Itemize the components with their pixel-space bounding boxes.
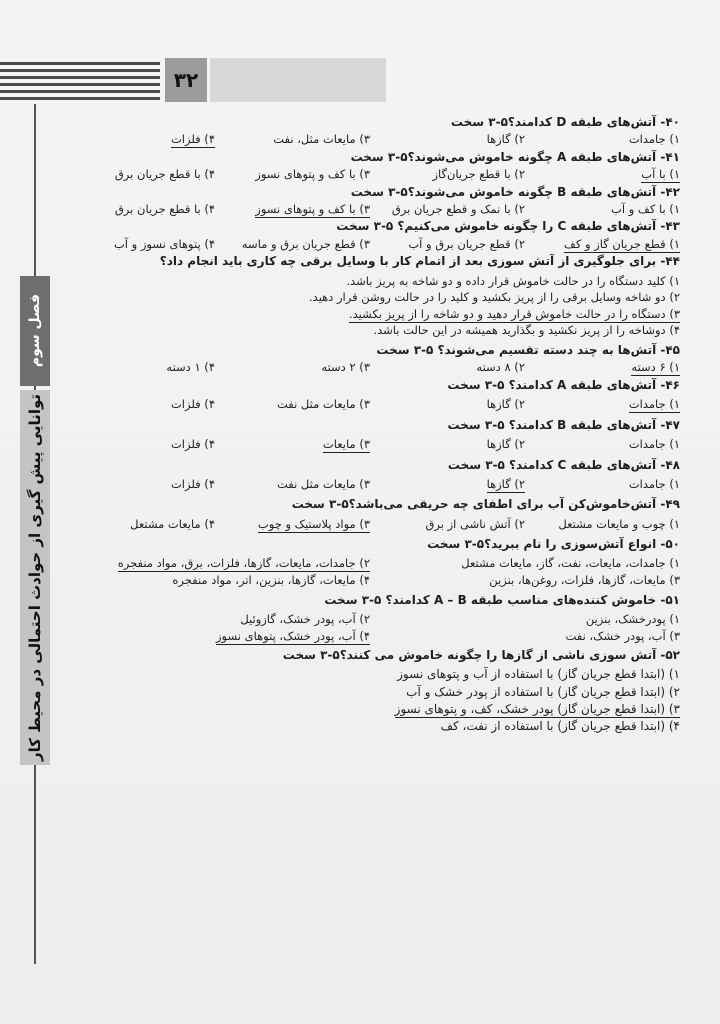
option-3: ۳) با کف و پتوهای نسوز <box>255 167 370 182</box>
options <box>60 269 680 343</box>
option-3: ۳) مایعات مثل، نفت <box>273 132 370 147</box>
answer-highlight: ۳) مایعات <box>322 436 370 451</box>
option-1: ۱) جامدات <box>628 476 680 491</box>
options <box>60 129 680 149</box>
option-2: ۲) آب، پودر خشک، گازوئیل <box>240 611 370 626</box>
answer-highlight: ۳) (ابتدا قطع جریان گاز) پودر خشک، کف، و پتوهای نسوز <box>394 701 680 716</box>
option-3: ۳) ۲ دسته <box>321 360 370 375</box>
answer-highlight: ۱) با آب <box>641 167 680 182</box>
question-52 <box>60 647 680 738</box>
options <box>60 432 680 457</box>
question-title: ۴۹- آتش‌خاموش‌کن آب برای اطفای چه حریقی می‌باشد؟۵-۳ سخت <box>291 497 680 512</box>
option-2: ۲) (ابتدا قطع جریان گاز) با استفاده از پودر خشک و آب <box>406 684 680 699</box>
option-3: ۳) مایعات مثل نفت <box>276 476 370 491</box>
answer-highlight: ۱) قطع جریان گاز و کف <box>563 236 680 251</box>
option-3 <box>215 203 370 216</box>
option-3: ۳) قطع جریان برق و ماسه <box>241 236 370 251</box>
option-4: ۴) (ابتدا قطع جریان گاز) با استفاده از نفت، کف <box>440 718 680 733</box>
option-2 <box>60 555 370 572</box>
options <box>60 392 680 417</box>
option-2: ۲) آتش ناشی از برق <box>425 516 525 531</box>
options <box>60 472 680 497</box>
option-3 <box>215 438 370 451</box>
question-title: ۴۵- آتش‌ها به چند دسته تقسیم می‌شوند؟ ۵-۳ سخت <box>376 343 680 358</box>
answer-highlight: ۲) جامدات، مایعات، گازها، فلزات، برق، مواد منفجره <box>117 556 370 571</box>
chapter-title: توانایی پیش گیری از حوادث احتمالی در محیط کار <box>26 394 44 761</box>
question-45 <box>60 342 680 377</box>
header-stripes <box>0 62 160 104</box>
options <box>60 199 680 219</box>
option-4: ۴) فلزات <box>170 476 215 491</box>
option-3 <box>215 518 370 531</box>
option-1 <box>525 168 680 181</box>
page-number: ۳۲ <box>165 58 207 102</box>
option-4: ۴) پتوهای نسوز و آب <box>113 236 215 251</box>
question-title: ۴۰- آتش‌های طبقه D کدامند؟۵-۳ سخت <box>450 115 680 129</box>
option-1: ۱) جامدات، مایعات، نفت، گاز، مایعات مشتعل <box>461 556 680 571</box>
answer-highlight: ۳) دستگاه را در حالت خاموش قرار دهید و دو شاخه را از پریز بکشید. <box>348 306 680 321</box>
chapter-tab <box>20 276 50 386</box>
option-2: ۲) گازها <box>486 132 525 147</box>
question-42 <box>60 184 680 219</box>
question-41 <box>60 149 680 184</box>
option-2: ۲) دو شاخه وسایل برقی را از پریز بکشید و کلید را در حالت روشن قرار دهید. <box>309 290 680 305</box>
header-band <box>210 58 386 102</box>
option-4 <box>60 133 215 146</box>
option-1: ۱) چوب و مایعات مشتعل <box>558 516 680 531</box>
question-51 <box>60 592 680 647</box>
options <box>60 357 680 377</box>
question-list <box>60 114 680 964</box>
question-48 <box>60 457 680 497</box>
option-1: ۱) جامدات <box>628 132 680 147</box>
option-4: ۴) مایعات مشتعل <box>130 516 215 531</box>
option-2: ۲) گازها <box>486 397 525 412</box>
options <box>60 551 680 591</box>
options <box>60 512 680 537</box>
option-4: ۴) فلزات <box>170 397 215 412</box>
answer-highlight: ۳) مواد پلاستیک و چوب <box>257 516 370 531</box>
options <box>60 164 680 184</box>
question-49 <box>60 496 680 536</box>
question-46 <box>60 377 680 417</box>
question-title: ۴۲- آتش‌های طبقه B چگونه خاموش می‌شوند؟۵-۳ سخت <box>350 184 680 199</box>
option-4: ۴) فلزات <box>170 436 215 451</box>
option-2: ۲) گازها <box>486 436 525 451</box>
option-1 <box>525 361 680 374</box>
option-1: ۱) جامدات <box>628 436 680 451</box>
question-title: ۵۰- انواع آتش‌سوزی را نام ببرید؟۵-۳ سخت <box>427 537 680 552</box>
option-3 <box>60 701 680 718</box>
options <box>60 662 680 738</box>
question-title: ۴۳- آتش‌های طبقه C را چگونه خاموش می‌کنیم؟ ۵-۳ سخت <box>336 219 680 234</box>
option-4: ۴) ۱ دسته <box>166 360 215 375</box>
question-title: ۵۱- خاموش کننده‌های مناسب طبقه A – B کدامند؟ ۵-۳ سخت <box>324 592 680 607</box>
option-3: ۳) مایعات، گازها، فلزات، روغن‌ها، بنزین <box>489 573 680 588</box>
option-4 <box>60 628 370 645</box>
question-40 <box>60 114 680 149</box>
option-1: ۱) کلید دستگاه را در حالت خاموش قرار داده و دو شاخه به پریز باشد. <box>346 273 680 288</box>
options <box>60 234 680 254</box>
options <box>60 607 680 647</box>
option-3 <box>60 306 680 323</box>
answer-highlight: ۴) آب، پودر خشک، پتوهای نسوز <box>215 628 370 643</box>
option-4: ۴) دوشاخه را از پریز نکشید و بگذارید همیشه در این حالت باشد. <box>373 323 680 338</box>
option-2: ۲) ۸ دسته <box>476 360 525 375</box>
answer-highlight: ۱) جامدات <box>628 397 680 412</box>
answer-highlight: ۲) گازها <box>486 476 525 491</box>
question-50 <box>60 536 680 591</box>
chapter-label: فصل سوم <box>27 294 43 368</box>
option-2: ۲) با قطع جریان‌گاز <box>432 167 525 182</box>
option-2: ۲) قطع جریان برق و آب <box>408 236 525 251</box>
answer-highlight: ۳) با کف و پتوهای نسوز <box>255 201 370 216</box>
option-1: ۱) (ابتدا قطع جریان گاز) با استفاده از آب و پتوهای نسوز <box>397 667 680 682</box>
option-4: ۴) با قطع جریان برق <box>114 167 215 182</box>
answer-highlight: ۴) فلزات <box>170 132 215 147</box>
option-1: ۱) پودرخشک، بنزین <box>585 611 680 626</box>
option-3: ۳) آب، پودر خشک، نفت <box>565 628 680 643</box>
question-47 <box>60 417 680 457</box>
option-2 <box>370 478 525 491</box>
question-title: ۴۶- آتش‌های طبقه A کدامند؟ ۵-۳ سخت <box>447 377 680 392</box>
option-3: ۳) مایعات مثل نفت <box>276 397 370 412</box>
question-title: ۴۱- آتش‌های طبقه A چگونه خاموش می‌شوند؟۵-۳ سخت <box>350 149 680 164</box>
option-4: ۴) مایعات، گازها، بنزین، اتر، مواد منفجره <box>172 573 370 588</box>
option-1: ۱) با کف و آب <box>611 201 680 216</box>
question-title: ۴۷- آتش‌های طبقه B کدامند؟ ۵-۳ سخت <box>447 417 680 432</box>
question-title: ۴۴- برای جلوگیری از آتش سوزی بعد از اتمام کار با وسایل برقی چه کاری باید انجام داد؟ <box>159 254 680 269</box>
chapter-title-tab <box>20 390 50 765</box>
answer-highlight: ۱) ۶ دسته <box>631 360 680 375</box>
question-44 <box>60 253 680 342</box>
question-title: ۵۲- آتش سوزی ناشی از گازها را چگونه خاموش می کنند؟۵-۳ سخت <box>282 648 680 663</box>
question-title: ۴۸- آتش‌های طبقه C کدامند؟ ۵-۳ سخت <box>447 457 680 472</box>
option-1 <box>525 398 680 411</box>
option-2: ۲) با نمک و قطع جریان برق <box>391 201 525 216</box>
question-43 <box>60 218 680 253</box>
option-1 <box>525 238 680 251</box>
option-4: ۴) با قطع جریان برق <box>114 201 215 216</box>
